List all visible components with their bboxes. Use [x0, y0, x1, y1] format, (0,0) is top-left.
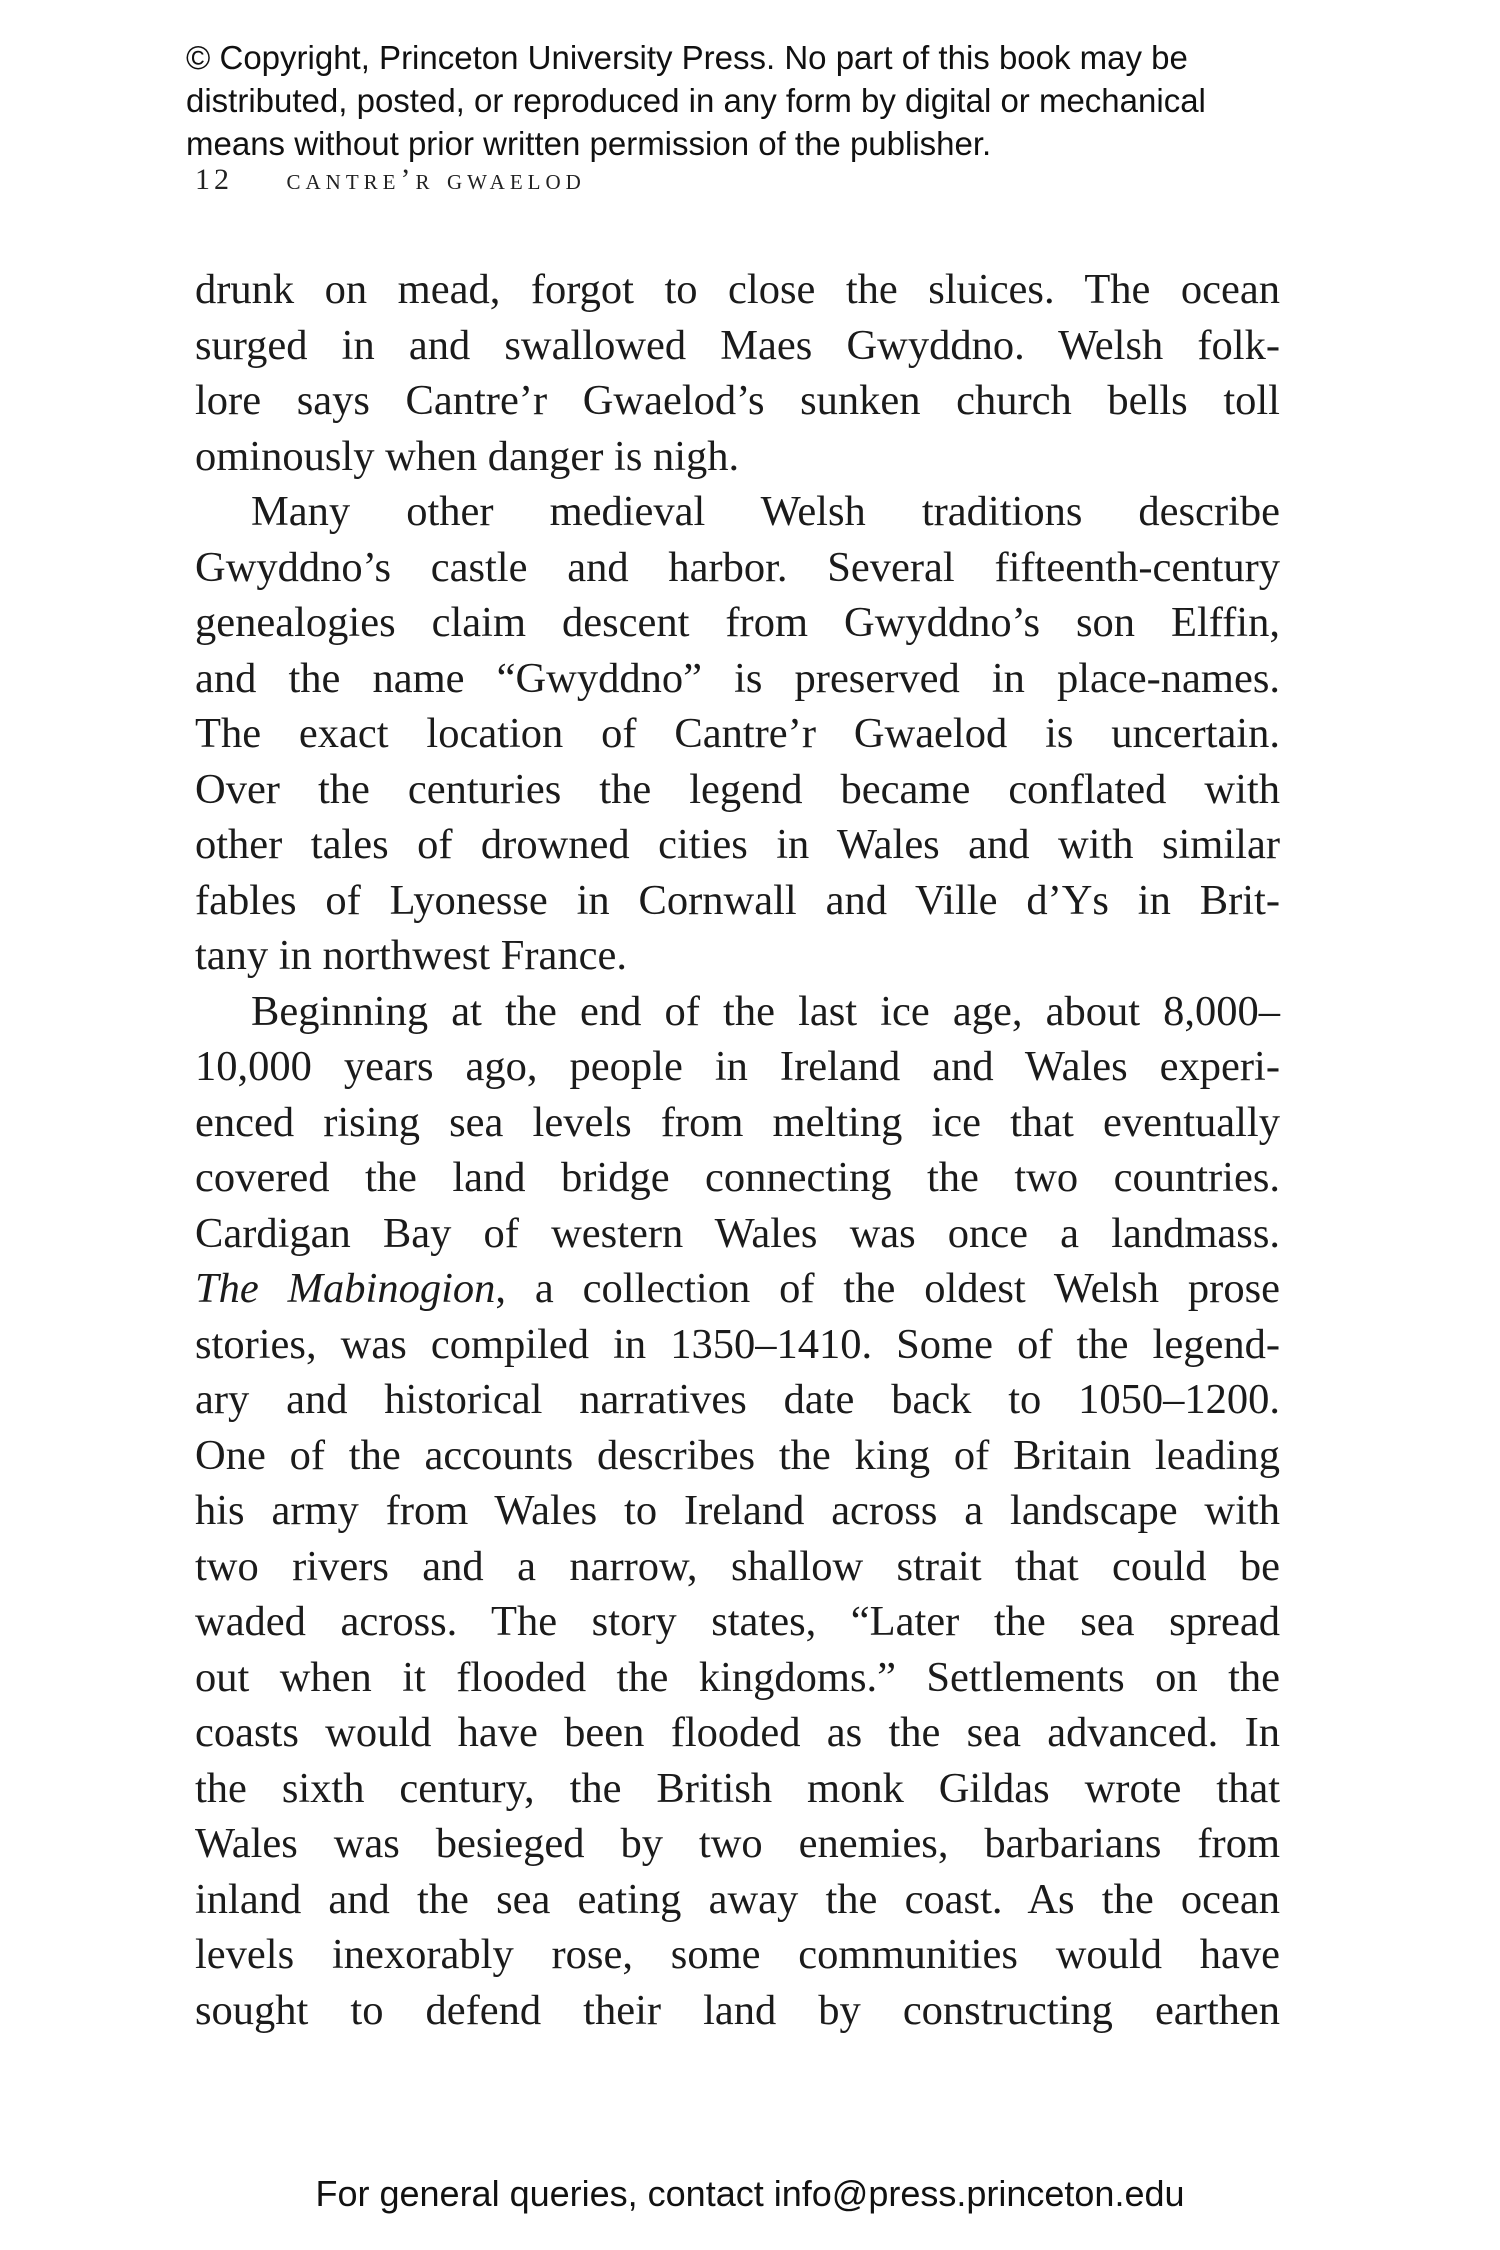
text-line: coasts would have been flooded as the sea advanced. In	[195, 1709, 1280, 1756]
text-line: Wales was besieged by two enemies, barbarians from	[195, 1820, 1280, 1867]
text-line: genealogies claim descent from Gwyddno’s son Elffin,	[195, 599, 1280, 646]
text-line: enced rising sea levels from melting ice that eventually	[195, 1098, 1280, 1146]
text-line: surged in and swallowed Maes Gwyddno. Welsh folk-	[195, 321, 1280, 369]
text-line: fables of Lyonesse in Cornwall and Ville d’Ys in Brit-	[195, 876, 1280, 924]
text-line: Many other medieval Welsh traditions describe	[251, 488, 1280, 535]
text-line: levels inexorably rose, some communities would have	[195, 1931, 1280, 1978]
copyright-notice	[186, 36, 1386, 165]
text-line: the sixth century, the British monk Gildas wrote that	[195, 1764, 1280, 1812]
text-line: One of the accounts describes the king of Britain leading	[195, 1431, 1280, 1479]
text-line: out when it flooded the kingdoms.” Settlements on the	[195, 1653, 1280, 1701]
footer-contact: For general queries, contact info@press.princeton.edu	[315, 2173, 1185, 2214]
text-line: 10,000 years ago, people in Ireland and Wales experi-	[195, 1043, 1280, 1090]
text-line: ary and historical narratives date back to 1050–1200.	[195, 1376, 1280, 1423]
text-line: ominously when danger is nigh.	[195, 432, 740, 480]
text-line: Over the centuries the legend became conflated with	[195, 765, 1280, 813]
running-head-title: cantre’r gwaelod	[286, 163, 586, 196]
text-line: tany in northwest France.	[195, 932, 627, 979]
copyright-line: © Copyright, Princeton University Press. No part of this book may be	[186, 39, 1188, 76]
text-line: lore says Cantre’r Gwaelod’s sunken church bells toll	[195, 377, 1280, 424]
text-line: sought to defend their land by constructing earthen	[195, 1986, 1280, 2034]
copyright-line: means without prior written permission of the publisher.	[186, 125, 992, 162]
text-line: Gwyddno’s castle and harbor. Several fifteenth-century	[195, 543, 1280, 591]
text-line: covered the land bridge connecting the two countries.	[195, 1154, 1280, 1201]
text-line: waded across. The story states, “Later the sea spread	[195, 1598, 1280, 1645]
text-line: other tales of drowned cities in Wales and with similar	[195, 821, 1280, 868]
book-title-italic: The Mabinogion	[195, 1265, 496, 1312]
page-number: 12	[195, 163, 233, 196]
text-line: two rivers and a narrow, shallow strait that could be	[195, 1542, 1280, 1590]
copyright-line: distributed, posted, or reproduced in any form by digital or mechanical	[186, 82, 1206, 119]
text-line	[195, 1261, 1280, 1317]
running-head	[195, 163, 586, 197]
body-text	[195, 262, 1280, 2038]
text-line: inland and the sea eating away the coast. As the ocean	[195, 1875, 1280, 1923]
text-line: Beginning at the end of the last ice age, about 8,000–	[251, 987, 1280, 1035]
text-line: Cardigan Bay of western Wales was once a landmass.	[195, 1209, 1280, 1257]
text-line: stories, was compiled in 1350–1410. Some of the legend-	[195, 1320, 1280, 1368]
text-line: drunk on mead, forgot to close the sluices. The ocean	[195, 266, 1280, 313]
text-line-remainder: , a collection of the oldest Welsh prose	[495, 1265, 1280, 1312]
text-line: his army from Wales to Ireland across a landscape with	[195, 1487, 1280, 1534]
text-line: The exact location of Cantre’r Gwaelod is uncertain.	[195, 710, 1280, 757]
text-line: and the name “Gwyddno” is preserved in place-names.	[195, 654, 1280, 702]
